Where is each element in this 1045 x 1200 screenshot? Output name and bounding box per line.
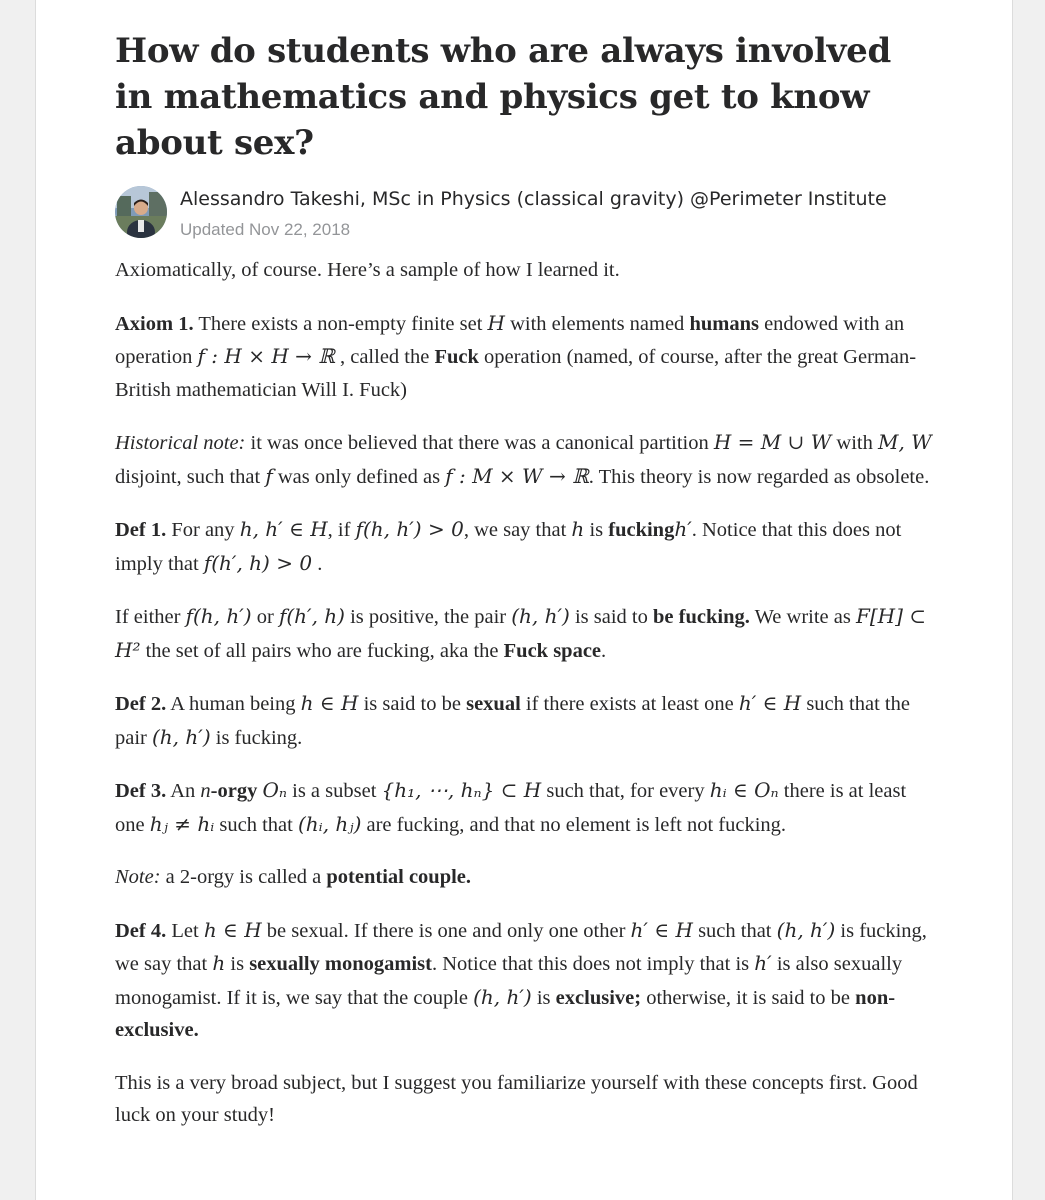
note-text-1: a 2-orgy is called a: [160, 866, 327, 888]
def3-label: Def 3.: [115, 780, 167, 802]
question-title[interactable]: How do students who are always involved in mathematics and physics get to know about sex?: [115, 31, 891, 163]
def2-paragraph: [115, 687, 935, 754]
def1-text-4: is: [584, 519, 609, 541]
outro-paragraph: This is a very broad subject, but I suggest you familiarize yourself with these concepts first. Good luck on your study!: [115, 1071, 918, 1126]
math-h-2: h: [212, 951, 226, 975]
math-f-hhp: f(h, h′): [185, 604, 252, 628]
history-text-1: it was once believed that there was a canonical partition: [245, 432, 714, 454]
term-fuck: Fuck: [434, 346, 479, 368]
math-f-rev-pos: f(h′, h) > 0: [203, 550, 313, 575]
def2-text-3: if there exists at least one: [520, 693, 739, 715]
history-text-2: with: [831, 432, 878, 454]
math-pair-2: (h, h′): [152, 724, 211, 749]
math-pair-4: (h, h′): [473, 984, 532, 1009]
def2-text-2: is said to be: [358, 693, 467, 715]
pair-text-7: .: [601, 639, 607, 662]
math-On: Oₙ: [262, 778, 287, 802]
math-f: f: [265, 463, 273, 488]
note-paragraph: [115, 861, 935, 894]
math-f-hph: f(h′, h): [278, 604, 345, 628]
pair-text-2: or: [251, 606, 279, 628]
def3-text-3: such that, for every: [541, 780, 710, 802]
def4-text-7: is also sexually monogamist. If it is, we say that the couple: [115, 953, 903, 1009]
math-hh-in-H: h, h′ ∈ H: [239, 517, 328, 541]
def4-text-2: be sexual. If there is one and only one other: [261, 919, 631, 942]
author-credential[interactable]: Alessandro Takeshi, MSc in Physics (classical gravity) @Perimeter Institute: [180, 188, 887, 210]
term-non-exclusive: non-exclusive.: [115, 986, 896, 1041]
def4-text-9: otherwise, it is said to be: [641, 986, 856, 1009]
def2-text-1: A human being: [166, 693, 301, 715]
math-H: H: [487, 310, 505, 335]
math-hp-2: h′: [754, 951, 772, 975]
math-subset: {h₁, ⋯, hₙ} ⊂ H: [381, 778, 542, 802]
def3-n: n: [200, 780, 211, 802]
pair-text-1: If either: [115, 606, 186, 628]
history-text-4: was only defined as: [272, 465, 446, 488]
def1-label: Def 1.: [115, 519, 167, 541]
avatar[interactable]: [115, 186, 167, 238]
axiom1-text-3: endowed with an operation: [115, 312, 905, 368]
def4-text-3: such that: [692, 919, 777, 942]
math-partition: H = M ∪ W: [713, 430, 832, 454]
answer-body: [115, 254, 935, 1152]
def4-text-6: . Notice that this does not imply that is: [432, 953, 755, 975]
history-text-3: disjoint, such that: [115, 465, 266, 488]
def2-text-5: is fucking.: [210, 726, 303, 749]
axiom1-text-5: operation (named, of course, after the great German-British mathematician Will I. Fuck): [115, 346, 917, 401]
history-text-5: . This theory is now regarded as obsolete.: [588, 465, 930, 488]
def3-paragraph: [115, 774, 935, 841]
def1-text-5: . Notice that this does not imply that: [115, 519, 902, 575]
axiom1-text-1: There exists a non-empty finite set: [193, 312, 488, 335]
def4-text-4: is fucking, we say that: [115, 919, 927, 975]
pair-text-6: the set of all pairs who are fucking, aka the: [140, 639, 504, 662]
term-fucking: fucking: [608, 519, 675, 541]
term-be-fucking: be fucking.: [653, 606, 750, 628]
math-mw: M, W: [877, 430, 932, 454]
note-label: Note:: [115, 866, 161, 888]
axiom1-text-4: , called the: [334, 346, 435, 368]
math-hp-in-H: h′ ∈ H: [738, 691, 802, 715]
intro-paragraph: Axiomatically, of course. Here’s a sample of how I learned it.: [115, 259, 620, 281]
axiom1-label: Axiom 1.: [115, 312, 194, 335]
math-f-mw: f : M × W → ℝ: [445, 463, 589, 488]
def2-text-4: such that the pair: [115, 693, 910, 749]
pair-text-4: is said to: [569, 606, 654, 628]
term-sexual: sexual: [466, 693, 521, 715]
math-hp: h′: [674, 517, 692, 541]
math-h-in-H-2: h ∈ H: [203, 917, 262, 942]
def1-text-2: , if: [327, 519, 356, 541]
pair-text-5: We write as: [749, 606, 856, 628]
def2-label: Def 2.: [115, 693, 167, 715]
math-h: h: [571, 517, 585, 541]
term-humans: humans: [689, 312, 759, 335]
pair-text-3: is positive, the pair: [344, 606, 512, 628]
def1-paragraph: [115, 513, 935, 580]
term-potential-couple: potential couple.: [326, 866, 472, 888]
author-row: [115, 186, 935, 242]
def4-text-5: is: [225, 953, 250, 975]
term-fuck-space: Fuck space: [503, 639, 602, 662]
def3-text-5: such that: [214, 813, 298, 836]
math-pair: (h, h′): [511, 604, 570, 628]
axiom1-paragraph: [115, 307, 935, 407]
answer-card: [35, 0, 1013, 1200]
axiom1-text-2: with elements named: [504, 312, 690, 335]
def1-text-1: For any: [166, 519, 240, 541]
history-paragraph: [115, 426, 935, 493]
math-f-pos: f(h, h′) > 0: [355, 517, 464, 541]
math-FH: F[H] ⊂ H²: [115, 604, 927, 662]
math-f-map: f : H × H → ℝ: [197, 344, 335, 368]
def1-text-6: .: [312, 552, 323, 575]
math-pair-3: (h, h′): [776, 917, 836, 942]
term-sexually-monogamist: sexually monogamist: [249, 953, 432, 975]
math-h-in-H: h ∈ H: [300, 691, 359, 715]
term-exclusive: exclusive;: [555, 986, 642, 1009]
def4-text-1: Let: [166, 919, 204, 942]
pair-paragraph: [115, 600, 935, 667]
def4-label: Def 4.: [115, 919, 167, 942]
def3-text-4: there is at least one: [115, 780, 907, 836]
def3-text-1: An: [166, 780, 201, 802]
def1-text-3: , we say that: [463, 519, 572, 541]
def3-text-2: is a subset: [287, 780, 382, 802]
math-hi-in-On: hᵢ ∈ Oₙ: [709, 778, 779, 802]
history-label: Historical note:: [115, 432, 246, 454]
term-orgy: -orgy: [210, 780, 258, 802]
def3-text-6: are fucking, and that no element is left not fucking.: [361, 813, 787, 836]
def4-text-8: is: [531, 986, 556, 1009]
math-hi-hj: (hᵢ, hⱼ): [297, 811, 362, 836]
def4-paragraph: [115, 914, 935, 1047]
updated-date[interactable]: Updated Nov 22, 2018: [180, 220, 351, 239]
math-hj-ne-hi: hⱼ ≠ hᵢ: [149, 811, 215, 836]
math-hp-in-H-2: h′ ∈ H: [630, 917, 693, 942]
